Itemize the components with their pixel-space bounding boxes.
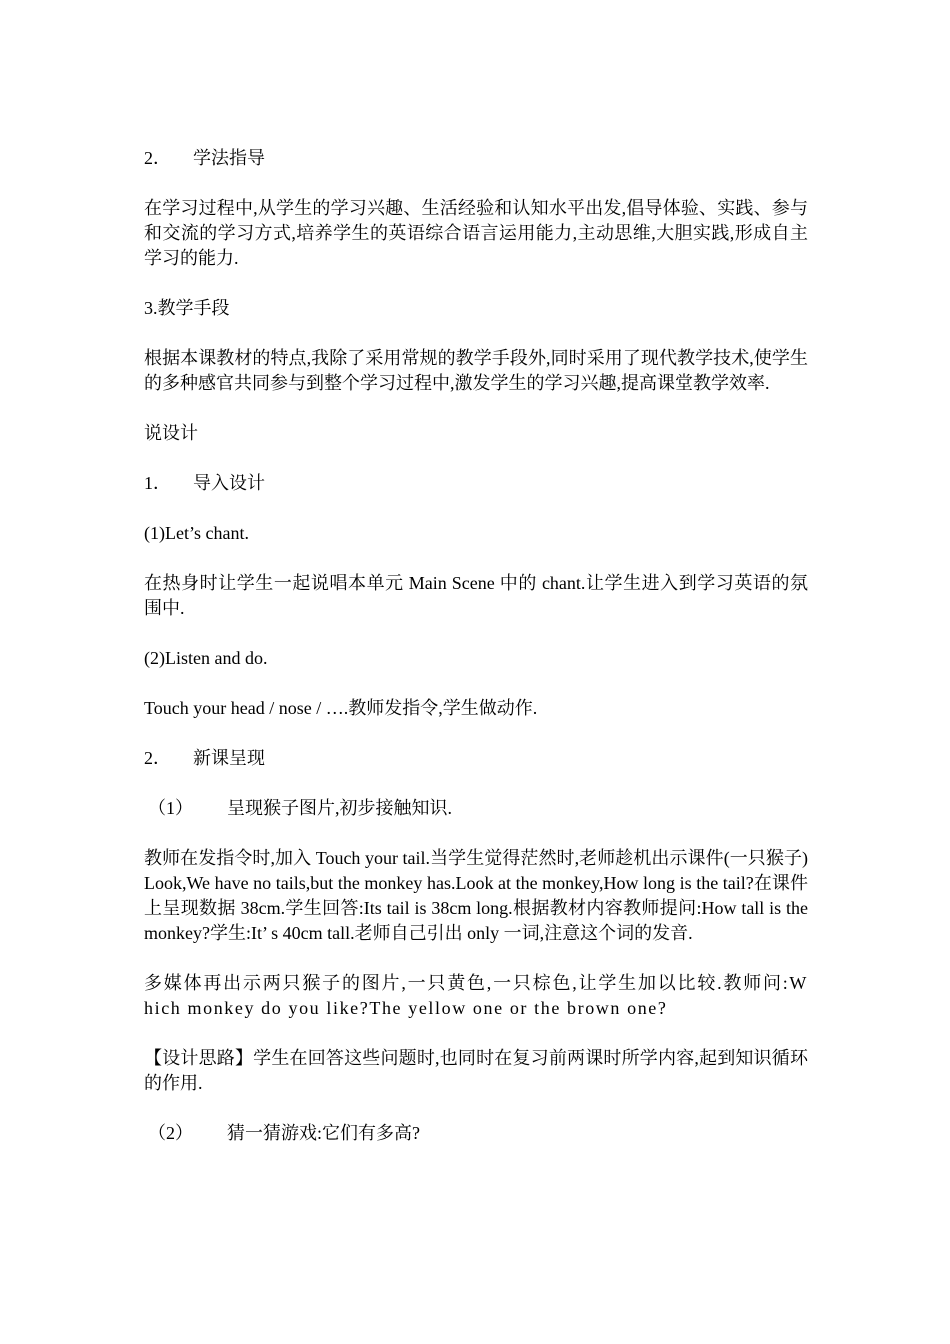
subheading-guess-game xyxy=(144,1121,808,1146)
item-listen-and-do: (2)Listen and do. xyxy=(144,648,268,668)
paragraph-chant: 在热身时让学生一起说唱本单元 Main Scene 中的 chant.让学生进入到学习英语的氛围中. xyxy=(144,573,808,618)
paragraph-study-method: 在学习过程中,从学生的学习兴趣、生活经验和认知水平出发,倡导体验、实践、参与和交流的学习方式,培养学生的英语综合语言运用能力,主动思维,大胆实践,形成自主学习的能力. xyxy=(144,198,808,268)
heading-number: 2． xyxy=(144,748,171,768)
document-page xyxy=(144,146,808,1171)
subheading-text: 猜一猜游戏:它们有多高? xyxy=(227,1123,420,1143)
heading-study-method xyxy=(144,146,808,171)
heading-number: 1． xyxy=(144,473,171,493)
heading-number: 2． xyxy=(144,148,171,168)
heading-intro-design xyxy=(144,471,808,496)
paragraph-teaching-means: 根据本课教材的特点,我除了采用常规的教学手段外,同时采用了现代教学技术,使学生的多种感官共同参与到整个学习过程中,激发学生的学习兴趣,提高课堂教学效率. xyxy=(144,348,808,393)
heading-new-lesson xyxy=(144,746,808,771)
subheading-number: （2） xyxy=(148,1123,193,1143)
item-lets-chant: (1)Let’s chant. xyxy=(144,523,249,543)
heading-text: 新课呈现 xyxy=(193,748,265,768)
paragraph-monkey-tail: 教师在发指令时,加入 Touch your tail.当学生觉得茫然时,老师趁机出示课件(一只猴子)Look,We have no tails,but the monkey has.Look at the monkey,How long is the tail?在课件上呈现数据 38cm.学生回答:Its tail is 38cm long.根据教材内容教师提问:How tall is the monkey?学生:It’ s 40cm tall.老师自己引出 only 一词,注意这个词的发音. xyxy=(144,848,808,943)
heading-text: 导入设计 xyxy=(193,473,265,493)
paragraph-two-monkeys: 多媒体再出示两只猴子的图片,一只黄色,一只棕色,让学生加以比较.教师问:Which monkey do you like?The yellow one or the brown one? xyxy=(144,973,808,1018)
heading-teaching-means: 3.教学手段 xyxy=(144,298,230,318)
subheading-text: 呈现猴子图片,初步接触知识. xyxy=(227,798,452,818)
subheading-number: （1） xyxy=(148,798,193,818)
subheading-monkey-picture xyxy=(144,796,808,821)
paragraph-design-idea: 【设计思路】学生在回答这些问题时,也同时在复习前两课时所学内容,起到知识循环的作用. xyxy=(144,1048,808,1093)
heading-design: 说设计 xyxy=(144,423,198,443)
paragraph-touch: Touch your head / nose / ….教师发指令,学生做动作. xyxy=(144,698,538,718)
heading-text: 学法指导 xyxy=(193,148,265,168)
